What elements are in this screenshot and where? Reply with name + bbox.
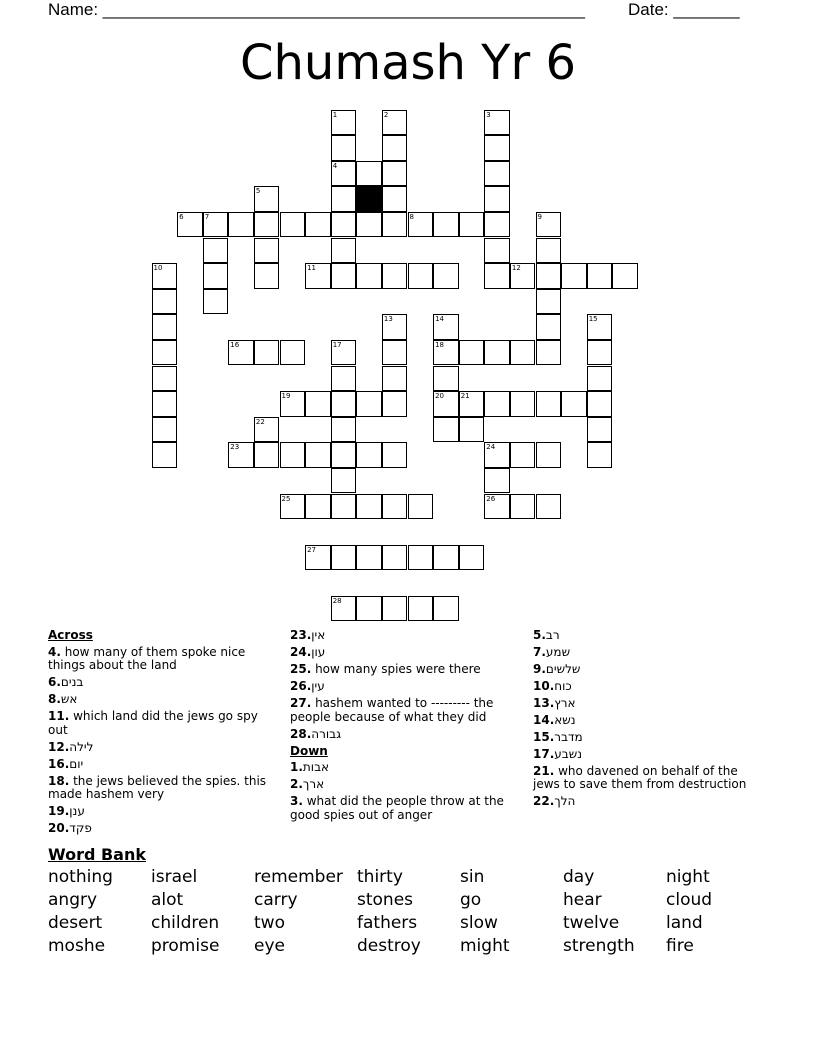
clue-item-number: 14. bbox=[533, 712, 555, 727]
crossword-cell[interactable] bbox=[382, 314, 408, 340]
crossword-cell[interactable] bbox=[356, 161, 382, 187]
clue-item-text: בנים bbox=[60, 675, 88, 690]
clue-number: 16 bbox=[230, 340, 240, 349]
clue-item-number: 10. bbox=[533, 678, 555, 693]
crossword-cell[interactable] bbox=[459, 417, 485, 443]
clue-item-text: how many spies were there bbox=[311, 661, 481, 676]
crossword-cell[interactable] bbox=[382, 596, 408, 622]
clue-item bbox=[290, 795, 522, 822]
word-bank bbox=[48, 867, 788, 956]
crossword-cell[interactable] bbox=[433, 596, 459, 622]
crossword-cell[interactable] bbox=[484, 442, 510, 468]
clue-item-text: ארך bbox=[302, 777, 328, 792]
crossword-cell[interactable] bbox=[484, 340, 510, 366]
clue-item-text: אש bbox=[60, 692, 82, 707]
clue-item bbox=[48, 775, 280, 802]
word-bank-item: cloud bbox=[666, 890, 713, 910]
clue-item bbox=[533, 748, 765, 762]
crossword-cell[interactable] bbox=[459, 340, 485, 366]
name-field-label: Name: ___________________________________________________ bbox=[48, 0, 585, 19]
crossword-cell[interactable] bbox=[331, 263, 357, 289]
crossword-cell[interactable] bbox=[356, 442, 382, 468]
crossword-cell[interactable] bbox=[561, 263, 587, 289]
clue-item-number: 16. bbox=[48, 756, 70, 771]
crossword-cell[interactable] bbox=[356, 263, 382, 289]
crossword-cell[interactable] bbox=[203, 289, 229, 315]
clue-item-text: how many of them spoke nice things about the land bbox=[48, 644, 246, 673]
clue-number: 4 bbox=[332, 161, 338, 170]
crossword-cell[interactable] bbox=[587, 340, 613, 366]
crossword-cell[interactable] bbox=[280, 340, 306, 366]
clue-number: 22 bbox=[255, 417, 265, 426]
clues-column-2 bbox=[290, 629, 522, 826]
clue-number: 17 bbox=[332, 340, 342, 349]
page-title: Chumash Yr 6 bbox=[239, 35, 577, 91]
crossword-cell[interactable] bbox=[382, 545, 408, 571]
crossword-cell[interactable] bbox=[305, 263, 331, 289]
crossword-cell[interactable] bbox=[305, 212, 331, 238]
word-bank-item: day bbox=[563, 867, 595, 887]
crossword-cell[interactable] bbox=[536, 442, 562, 468]
crossword-cell[interactable] bbox=[510, 263, 536, 289]
clue-item bbox=[533, 714, 765, 728]
clue-number: 15 bbox=[588, 315, 598, 324]
clue-item bbox=[533, 680, 765, 694]
clue-item bbox=[48, 822, 280, 836]
clue-item bbox=[290, 629, 522, 643]
crossword-cell[interactable] bbox=[433, 212, 459, 238]
clue-item-number: 24. bbox=[290, 644, 312, 659]
clue-item-text: שלשים bbox=[545, 661, 585, 676]
crossword-cell[interactable] bbox=[305, 494, 331, 520]
clue-item-number: 4. bbox=[48, 644, 61, 659]
crossword-cell[interactable] bbox=[484, 263, 510, 289]
word-bank-item: hear bbox=[563, 890, 602, 910]
clue-item-number: 7. bbox=[533, 644, 546, 659]
clue-item bbox=[533, 765, 765, 792]
clue-number: 6 bbox=[179, 212, 184, 221]
clue-item-number: 26. bbox=[290, 678, 312, 693]
crossword-cell[interactable] bbox=[536, 314, 562, 340]
clue-item-text: שמע bbox=[545, 644, 574, 659]
crossword-cell[interactable] bbox=[433, 340, 459, 366]
crossword-cell[interactable] bbox=[331, 596, 357, 622]
clue-number: 26 bbox=[486, 494, 496, 503]
crossword-cell[interactable] bbox=[536, 263, 562, 289]
crossword-cell[interactable] bbox=[254, 263, 280, 289]
clue-item-number: 23. bbox=[290, 628, 312, 642]
crossword-cell[interactable] bbox=[484, 212, 510, 238]
crossword-cell[interactable] bbox=[356, 494, 382, 520]
crossword-cell[interactable] bbox=[510, 340, 536, 366]
clue-item-number: 28. bbox=[290, 726, 312, 741]
crossword-cell[interactable] bbox=[177, 212, 203, 238]
crossword-cell[interactable] bbox=[587, 314, 613, 340]
crossword-cell[interactable] bbox=[356, 212, 382, 238]
clue-item bbox=[48, 646, 280, 673]
word-bank-item: thirty bbox=[357, 867, 403, 887]
clue-item-number: 12. bbox=[48, 739, 70, 754]
clue-number: 9 bbox=[537, 212, 542, 221]
crossword-cell[interactable] bbox=[536, 391, 562, 417]
crossword-cell[interactable] bbox=[484, 186, 510, 212]
clue-item-number: 8. bbox=[48, 692, 61, 707]
crossword-cell[interactable] bbox=[152, 391, 178, 417]
word-bank-item: twelve bbox=[563, 913, 620, 933]
crossword-cell[interactable] bbox=[228, 212, 254, 238]
crossword-cell[interactable] bbox=[459, 212, 485, 238]
clue-number: 12 bbox=[511, 264, 521, 273]
word-bank-item: carry bbox=[254, 890, 298, 910]
crossword-cell[interactable] bbox=[152, 289, 178, 315]
crossword-cell[interactable] bbox=[536, 494, 562, 520]
clue-number: 18 bbox=[435, 340, 445, 349]
clue-item-number: 6. bbox=[48, 675, 61, 690]
clue-number: 23 bbox=[230, 443, 240, 452]
clue-item-number: 20. bbox=[48, 821, 70, 836]
crossword-cell[interactable] bbox=[305, 391, 331, 417]
crossword-cell[interactable] bbox=[408, 596, 434, 622]
clue-item-text: כוח bbox=[554, 678, 576, 693]
crossword-cell[interactable] bbox=[152, 417, 178, 443]
clue-item-text: נשבע bbox=[554, 746, 586, 761]
crossword-cell[interactable] bbox=[587, 417, 613, 443]
clue-item-number: 17. bbox=[533, 746, 555, 761]
clue-number: 2 bbox=[383, 110, 389, 119]
crossword-cell[interactable] bbox=[382, 494, 408, 520]
word-bank-item: moshe bbox=[48, 936, 106, 956]
clue-item-number: 25. bbox=[290, 661, 312, 676]
clue-item bbox=[533, 663, 765, 677]
clue-item bbox=[533, 629, 765, 643]
clue-item-number: 3. bbox=[290, 794, 303, 809]
crossword-cell[interactable] bbox=[203, 212, 229, 238]
crossword-cell[interactable] bbox=[203, 238, 229, 264]
crossword-cell[interactable] bbox=[331, 545, 357, 571]
clue-item bbox=[48, 805, 280, 819]
crossword-cell[interactable] bbox=[152, 340, 178, 366]
down-heading: Down bbox=[290, 743, 328, 758]
crossword-cell[interactable] bbox=[331, 238, 357, 264]
crossword-cell[interactable] bbox=[433, 263, 459, 289]
crossword-cell[interactable] bbox=[408, 263, 434, 289]
word-bank-item: slow bbox=[460, 913, 498, 933]
word-bank-item: destroy bbox=[357, 936, 421, 956]
clue-item-number: 18. bbox=[48, 773, 70, 788]
crossword-cell[interactable] bbox=[587, 263, 613, 289]
crossword-cell[interactable] bbox=[331, 135, 357, 161]
clue-number: 28 bbox=[332, 596, 342, 605]
clue-item bbox=[48, 693, 280, 707]
crossword-cell[interactable] bbox=[536, 289, 562, 315]
crossword-cell[interactable] bbox=[331, 186, 357, 212]
clue-item-text: לילה bbox=[69, 739, 98, 754]
word-bank-item: alot bbox=[151, 890, 184, 910]
clue-item-number: 13. bbox=[533, 695, 555, 710]
word-bank-item: promise bbox=[151, 936, 220, 956]
crossword-cell[interactable] bbox=[459, 391, 485, 417]
clue-number: 24 bbox=[486, 443, 496, 452]
clues-column-1 bbox=[48, 629, 280, 839]
across-heading: Across bbox=[48, 628, 93, 642]
crossword-cell[interactable] bbox=[536, 238, 562, 264]
crossword-cell[interactable] bbox=[408, 494, 434, 520]
clue-item-text: אין bbox=[311, 628, 330, 642]
crossword-cell[interactable] bbox=[331, 494, 357, 520]
crossword-cell[interactable] bbox=[305, 442, 331, 468]
crossword-cell[interactable] bbox=[254, 442, 280, 468]
crossword-cell[interactable] bbox=[382, 135, 408, 161]
clue-item-text: מדבר bbox=[554, 729, 587, 744]
clue-item-number: 2. bbox=[290, 777, 303, 792]
crossword-cell[interactable] bbox=[484, 494, 510, 520]
clue-item bbox=[48, 741, 280, 755]
clue-item bbox=[290, 680, 522, 694]
clue-item-number: 22. bbox=[533, 794, 555, 809]
crossword-cell[interactable] bbox=[331, 417, 357, 443]
crossword-cell[interactable] bbox=[280, 494, 306, 520]
clue-item-text: אבות bbox=[302, 760, 333, 775]
crossword-cell[interactable] bbox=[254, 417, 280, 443]
crossword-cell[interactable] bbox=[382, 161, 408, 187]
clue-item-text: רב bbox=[545, 628, 564, 642]
clue-item-number: 19. bbox=[48, 804, 70, 819]
clue-number: 5 bbox=[255, 187, 261, 196]
crossword-cell[interactable] bbox=[484, 135, 510, 161]
word-bank-item: go bbox=[460, 890, 482, 910]
crossword-cell[interactable] bbox=[510, 442, 536, 468]
clue-item-text: עון bbox=[311, 644, 330, 659]
crossword-cell[interactable] bbox=[510, 494, 536, 520]
crossword-cell[interactable] bbox=[433, 391, 459, 417]
crossword-cell[interactable] bbox=[152, 263, 178, 289]
clue-item-text: ארץ bbox=[554, 695, 580, 710]
crossword-cell[interactable] bbox=[536, 212, 562, 238]
crossword-cell[interactable] bbox=[152, 442, 178, 468]
crossword-cell[interactable] bbox=[254, 238, 280, 264]
clue-item bbox=[48, 758, 280, 772]
word-bank-item: angry bbox=[48, 890, 98, 910]
crossword-cell[interactable] bbox=[356, 545, 382, 571]
crossword-cell[interactable] bbox=[331, 161, 357, 187]
clue-item bbox=[48, 710, 280, 737]
clue-item-text: עין bbox=[311, 678, 329, 693]
clue-item bbox=[533, 646, 765, 660]
crossword-cell[interactable] bbox=[228, 340, 254, 366]
crossword-cell[interactable] bbox=[433, 417, 459, 443]
crossword-cell[interactable] bbox=[152, 314, 178, 340]
crossword-cell[interactable] bbox=[382, 186, 408, 212]
clue-item bbox=[290, 761, 522, 775]
crossword-cell[interactable] bbox=[280, 212, 306, 238]
clue-number: 10 bbox=[153, 264, 163, 273]
clue-item-text: hashem wanted to --------- the people because of what they did bbox=[290, 695, 494, 724]
clue-item-number: 9. bbox=[533, 661, 546, 676]
clue-number: 14 bbox=[435, 315, 445, 324]
clues-column-3 bbox=[533, 629, 765, 812]
clue-item-text: which land did the jews go spy out bbox=[48, 709, 258, 737]
crossword-cell[interactable] bbox=[536, 340, 562, 366]
word-bank-item: nothing bbox=[48, 867, 113, 887]
clue-item bbox=[290, 728, 522, 742]
crossword-cell[interactable] bbox=[280, 442, 306, 468]
clue-item-number: 27. bbox=[290, 695, 312, 710]
crossword-cell[interactable] bbox=[433, 314, 459, 340]
clue-number: 13 bbox=[383, 315, 393, 324]
crossword-cell[interactable] bbox=[382, 340, 408, 366]
crossword-cell[interactable] bbox=[203, 263, 229, 289]
clue-item-text: the jews believed the spies. this made hashem very bbox=[48, 773, 267, 802]
crossword-cell[interactable] bbox=[587, 366, 613, 392]
crossword-cell[interactable] bbox=[612, 263, 638, 289]
black-cell bbox=[356, 186, 382, 212]
word-bank-title: Word Bank bbox=[48, 845, 147, 864]
crossword-cell[interactable] bbox=[305, 545, 331, 571]
clue-item-text: הלך bbox=[554, 794, 580, 809]
crossword-cell[interactable] bbox=[331, 340, 357, 366]
clue-number: 21 bbox=[460, 392, 470, 401]
clue-item bbox=[533, 795, 765, 809]
word-bank-item: stones bbox=[357, 890, 414, 910]
clue-number: 19 bbox=[281, 392, 291, 401]
crossword-cell[interactable] bbox=[382, 110, 408, 136]
clue-number: 20 bbox=[435, 392, 445, 401]
clue-item-text: ענן bbox=[69, 804, 89, 819]
crossword-cell[interactable] bbox=[484, 468, 510, 494]
crossword-cell[interactable] bbox=[510, 391, 536, 417]
crossword-cell[interactable] bbox=[254, 340, 280, 366]
crossword-cell[interactable] bbox=[331, 212, 357, 238]
word-bank-item: strength bbox=[563, 936, 635, 956]
crossword-cell[interactable] bbox=[331, 391, 357, 417]
crossword-cell[interactable] bbox=[408, 545, 434, 571]
clue-item-number: 21. bbox=[533, 763, 555, 778]
crossword-cell[interactable] bbox=[484, 161, 510, 187]
clue-item-text: יום bbox=[69, 756, 87, 771]
crossword-cell[interactable] bbox=[587, 391, 613, 417]
word-bank-item: desert bbox=[48, 913, 103, 933]
word-bank-item: eye bbox=[254, 936, 285, 956]
crossword-cell[interactable] bbox=[484, 238, 510, 264]
word-bank-item: might bbox=[460, 936, 510, 956]
clue-item-text: who davened on behalf of the jews to save them from destruction bbox=[533, 763, 747, 792]
word-bank-item: two bbox=[254, 913, 285, 933]
crossword-cell[interactable] bbox=[382, 442, 408, 468]
clue-item-text: what did the people throw at the good spies out of anger bbox=[290, 794, 504, 822]
clue-item bbox=[290, 778, 522, 792]
word-bank-item: children bbox=[151, 913, 220, 933]
crossword-cell[interactable] bbox=[331, 366, 357, 392]
word-bank-item: fire bbox=[666, 936, 694, 956]
crossword-cell[interactable] bbox=[331, 442, 357, 468]
crossword-cell[interactable] bbox=[280, 391, 306, 417]
crossword-cell[interactable] bbox=[228, 442, 254, 468]
clue-item bbox=[290, 697, 522, 724]
crossword-cell[interactable] bbox=[331, 468, 357, 494]
clue-item-text: גבורה bbox=[311, 726, 345, 741]
clue-number: 25 bbox=[281, 494, 291, 503]
clue-item bbox=[290, 646, 522, 660]
clue-item bbox=[533, 697, 765, 711]
crossword-cell[interactable] bbox=[382, 263, 408, 289]
crossword-cell[interactable] bbox=[382, 391, 408, 417]
crossword-cell[interactable] bbox=[382, 212, 408, 238]
clue-item-number: 5. bbox=[533, 628, 546, 642]
crossword-cell[interactable] bbox=[331, 110, 357, 136]
clue-number: 27 bbox=[307, 545, 317, 554]
crossword-cell[interactable] bbox=[433, 366, 459, 392]
crossword-cell[interactable] bbox=[254, 186, 280, 212]
crossword-cell[interactable] bbox=[254, 212, 280, 238]
clue-item-text: נשא bbox=[554, 712, 580, 727]
clue-number: 3 bbox=[486, 110, 491, 119]
clue-item-number: 15. bbox=[533, 729, 555, 744]
clue-item-number: 11. bbox=[48, 709, 70, 724]
crossword-cell[interactable] bbox=[561, 391, 587, 417]
clue-item bbox=[48, 676, 280, 690]
crossword-cell[interactable] bbox=[459, 545, 485, 571]
clue-number: 7 bbox=[204, 212, 210, 221]
clue-item bbox=[290, 663, 522, 677]
crossword-cell[interactable] bbox=[408, 212, 434, 238]
crossword-cell[interactable] bbox=[152, 366, 178, 392]
clue-number: 1 bbox=[332, 110, 338, 119]
clue-item-number: 1. bbox=[290, 760, 303, 775]
crossword-cell[interactable] bbox=[356, 596, 382, 622]
crossword-cell[interactable] bbox=[356, 391, 382, 417]
date-field-label: Date: _______ bbox=[628, 0, 740, 19]
clue-item bbox=[533, 731, 765, 745]
crossword-cell[interactable] bbox=[382, 366, 408, 392]
clue-item-text: פקד bbox=[69, 821, 96, 836]
crossword-cell[interactable] bbox=[484, 391, 510, 417]
crossword-cell[interactable] bbox=[433, 545, 459, 571]
word-bank-item: land bbox=[666, 913, 703, 933]
word-bank-item: remember bbox=[254, 867, 343, 887]
word-bank-item: sin bbox=[460, 867, 485, 887]
word-bank-item: night bbox=[666, 867, 710, 887]
clue-number: 11 bbox=[307, 264, 317, 273]
word-bank-item: fathers bbox=[357, 913, 418, 933]
crossword-cell[interactable] bbox=[484, 110, 510, 136]
clue-number: 8 bbox=[409, 212, 414, 221]
word-bank-item: israel bbox=[151, 867, 198, 887]
crossword-cell[interactable] bbox=[587, 442, 613, 468]
